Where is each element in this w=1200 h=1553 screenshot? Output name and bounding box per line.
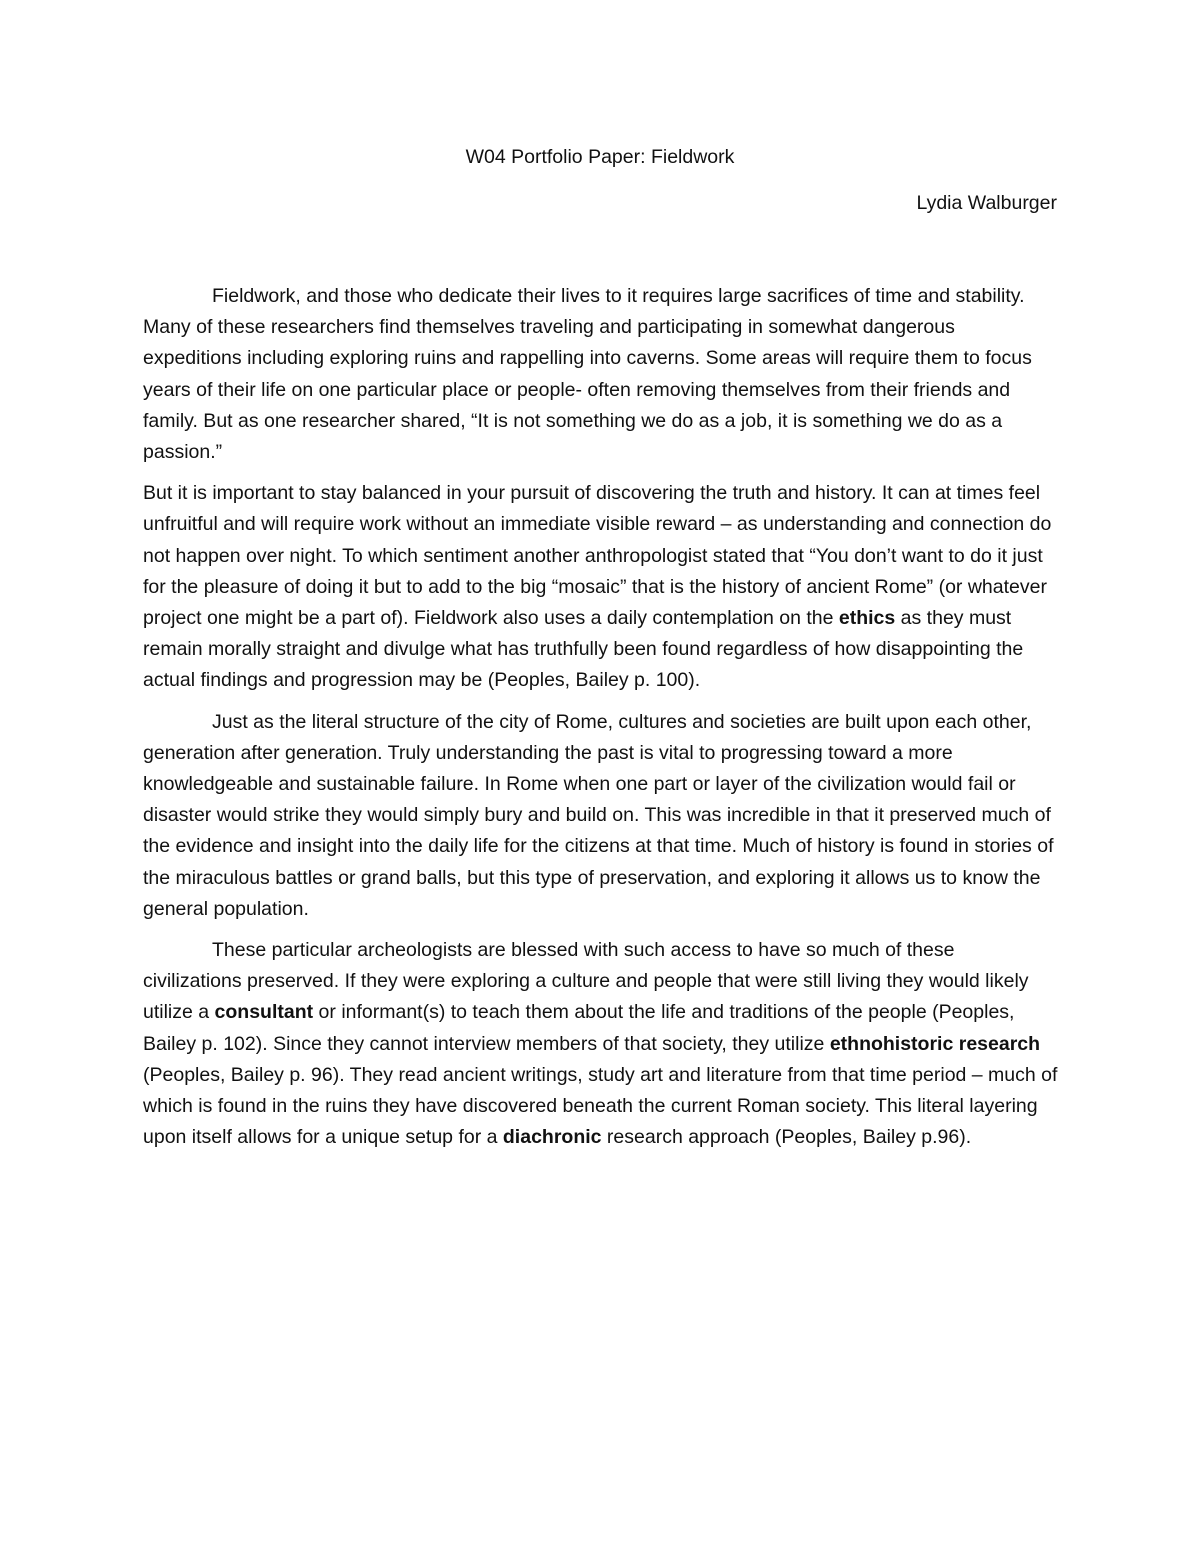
paragraph-text: as they must remain morally straight and divulge what has truthfully been found regardless of how disappointing the actual findings and progression may be (Peoples, Bailey p. 100). xyxy=(143,607,1024,692)
paragraph-text: (Peoples, Bailey p. 96). They read ancient writings, study art and literature from that time period – much of which is found in the ruins they have discovered beneath the current Roman society. This literal layering upon itself allows for a unique setup for a xyxy=(143,1063,1058,1149)
paper-title: W04 Portfolio Paper: Fieldwork xyxy=(465,146,735,168)
paragraph-1 xyxy=(143,281,1058,468)
bold-term-ethnohistoric-research: ethnohistoric research xyxy=(829,1032,1041,1055)
paragraph-3 xyxy=(143,707,1058,925)
paragraph-text: Fieldwork, and those who dedicate their lives to it requires large sacrifices of time and stability. Many of these researchers find themselves traveling and participating in somewhat dangerous expeditions including exploring ruins and rappelling into caverns. Some areas will require them to focus years of their life on one particular place or people- often removing themselves from their friends and family. But as one researcher shared, “It is not something we do as a job, it is something we do as a passion.” xyxy=(143,285,1032,464)
bold-term-consultant: consultant xyxy=(214,1001,314,1024)
paragraph-text: Just as the literal structure of the city of Rome, cultures and societies are built upon each other, generation after generation. Truly understanding the past is vital to progressing toward a more knowledgeable and sustainable failure. In Rome when one part or layer of the civilization would fail or disaster would strike they would simply bury and build on. This was incredible in that it preserved much of the evidence and insight into the daily life for the citizens at that time. Much of history is found in stories of the miraculous battles or grand balls, but this type of preservation, and exploring it allows us to know the general population. xyxy=(143,710,1054,920)
paragraph-2 xyxy=(143,478,1058,696)
paragraph-4 xyxy=(143,935,1058,1153)
paragraph-text: These particular archeologists are blessed with such access to have so much of these civilizations preserved. If they were exploring a culture and people that were still living they would likely utilize a xyxy=(143,939,1029,1024)
author-name: Lydia Walburger xyxy=(916,192,1057,214)
paragraph-text: But it is important to stay balanced in your pursuit of discovering the truth and history. It can at times feel unfruitful and will require work without an immediate visible reward – as understanding and connection do not happen over night. To which sentiment another anthropologist stated that “You don’t want to do it just for the pleasure of doing it but to add to the big “mosaic” that is the history of ancient Rome” (or whatever project one might be a part of). Fieldwork also uses a daily contemplation on the xyxy=(143,482,1052,630)
bold-term-ethics: ethics xyxy=(838,607,896,630)
paper-body xyxy=(143,281,1058,1163)
paragraph-text: research approach (Peoples, Bailey p.96). xyxy=(601,1126,972,1149)
paragraph-text: or informant(s) to teach them about the life and traditions of the people (Peoples, Bailey p. 102). Since they cannot interview members of that society, they utilize xyxy=(143,1001,1015,1055)
bold-term-diachronic: diachronic xyxy=(502,1126,602,1149)
